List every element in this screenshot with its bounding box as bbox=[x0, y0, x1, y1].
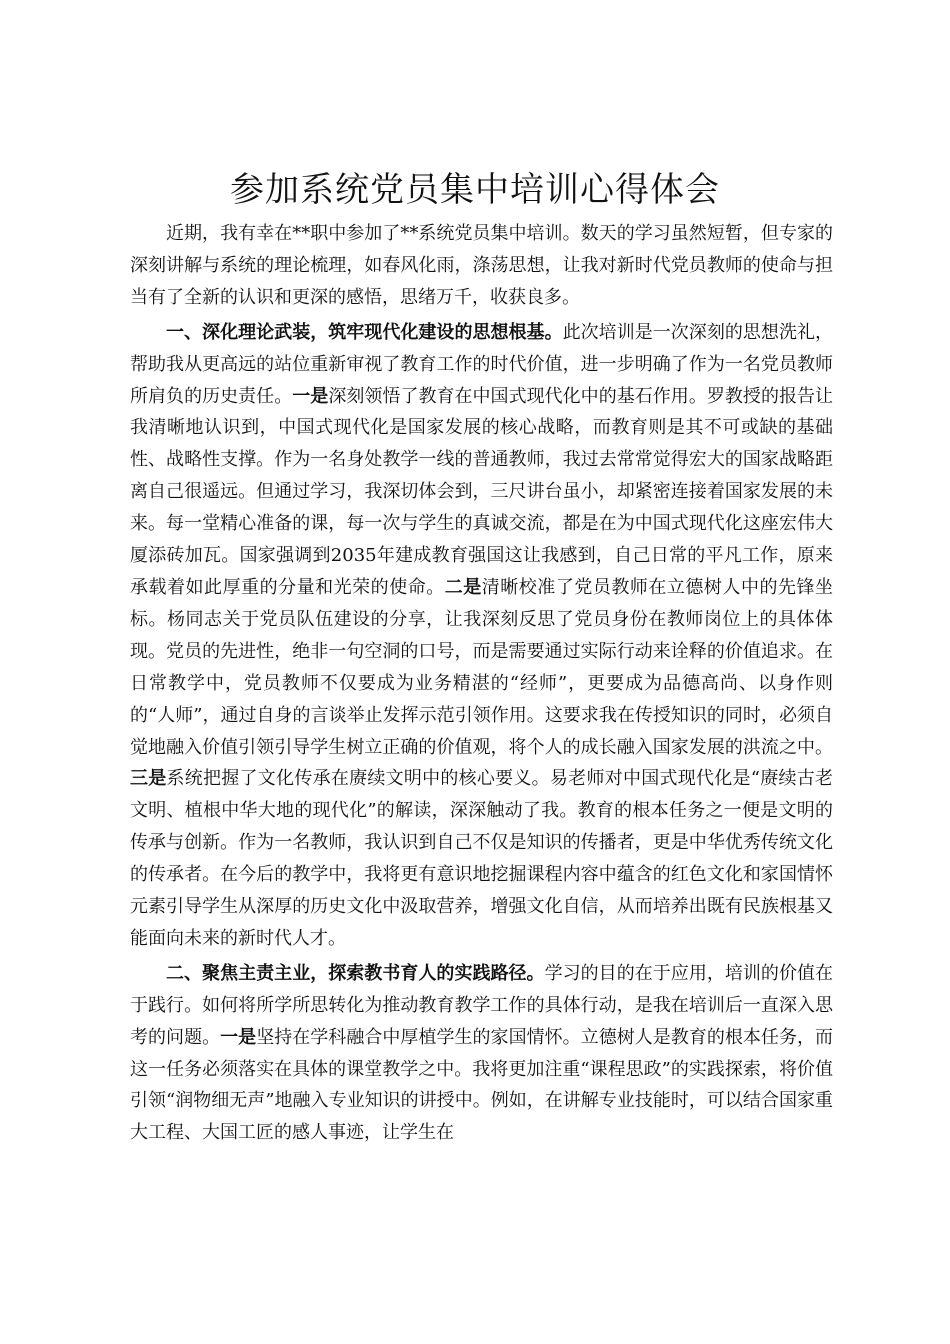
section-2-paragraph bbox=[130, 958, 833, 1149]
section-1-point-1-label: 一是 bbox=[292, 385, 329, 407]
section-1-point-1-text: 深刻领悟了教育在中国式现代化中的基石作用。罗教授的报告让我清晰地认识到，中国式现代化是国家发展的核心战略，而教育则是其不可或缺的基础性、战略性支撑。作为一名身处教学一线的普通教师，我过去常常觉得宏大的国家战略距离自己很遥远。但通过学习，我深切体会到，三尺讲台虽小，却紧密连接着国家发展的未来。每一堂精心准备的课，每一次与学生的真诚交流，都是在为中国式现代化这座宏伟大厦添砖加瓦。国家强调到2035年建成教育强国这让我感到，自己日常的平凡工作，原来承载着如此厚重的分量和光荣的使命。 bbox=[130, 385, 834, 598]
intro-paragraph: 近期，我有幸在**职中参加了**系统党员集中培训。数天的学习虽然短暂，但专家的深刻讲解与系统的理论梳理，如春风化雨，涤荡思想，让我对新时代党员教师的使命与担当有了全新的认识和更深的感悟，思绪万千，收获良多。 bbox=[130, 223, 833, 308]
section-1-point-2-label: 二是 bbox=[444, 576, 482, 598]
section-1-paragraph bbox=[130, 317, 833, 955]
section-1-lead: 此次培训是一次深刻的思想洗礼，帮助我从更高远的站位重新审视了教育工作的时代价值，进一步明确了作为一名党员教师所肩负的历史责任。 bbox=[130, 321, 833, 407]
section-1-heading: 一、深化理论武装，筑牢现代化建设的思想根基。 bbox=[166, 321, 563, 343]
section-2-heading: 二、聚焦主责主业，探索教书育人的实践路径。 bbox=[166, 962, 545, 984]
section-1-point-3-text: 系统把握了文化传承在赓续文明中的核心要义。易老师对中国式现代化是“赓续古老文明、植根中华大地的现代化”的解读，深深触动了我。教育的根本任务之一便是文明的传承与创新。作为一名教师，我认识到自己不仅是知识的传播者，更是中华优秀传统文化的传承者。在今后的教学中，我将更有意识地挖掘课程内容中蕴含的红色文化和家国情怀元素引导学生从深厚的历史文化中汲取营养，增强文化自信，从而培养出既有民族根基又能面向未来的新时代人才。 bbox=[130, 768, 833, 949]
document-body bbox=[130, 218, 833, 1149]
section-2-lead: 学习的目的在于应用，培训的价值在于践行。如何将所学所思转化为推动教育教学工作的具体行动，是我在培训后一直深入思考的问题。 bbox=[130, 962, 834, 1048]
section-2-point-1-label: 一是 bbox=[220, 1026, 257, 1048]
document-title: 参加系统党员集中培训心得体会 bbox=[230, 170, 720, 210]
section-1-point-2-text: 清晰校准了党员教师在立德树人中的先锋坐标。杨同志关于党员队伍建设的分享，让我深刻反思了党员身份在教师岗位上的具体体现。党员的先进性，绝非一句空洞的口号，而是需要通过实际行动来诠释的价值追求。在日常教学中，党员教师不仅要成为业务精湛的“经师”，更要成为品德高尚、以身作则的“人师”，通过自身的言谈举止发挥示范引领作用。这要求我在传授知识的同时，必须自觉地融入价值引领引导学生树立正确的价值观，将个人的成长融入国家发展的洪流之中。 bbox=[130, 576, 834, 758]
section-1-point-3-label: 三是 bbox=[130, 768, 167, 790]
section-2-point-1-text: 坚持在学科融合中厚植学生的家国情怀。立德树人是教育的根本任务，而这一任务必须落实在具体的课堂教学之中。我将更加注重“课程思政”的实践探索，将价值引领“润物细无声”地融入专业知识的讲授中。例如，在讲解专业技能时，可以结合国家重大工程、大国工匠的感人事迹，让学生在 bbox=[130, 1026, 834, 1144]
